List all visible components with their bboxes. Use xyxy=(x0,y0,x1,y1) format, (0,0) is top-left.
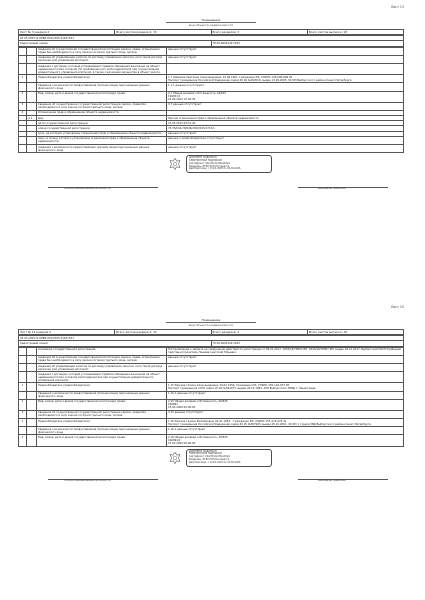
table-row xyxy=(19,399,404,410)
row-value: данные о правообладателе отсутствуют xyxy=(167,136,404,144)
row-label: сведения о договоре, который устанавливает правила обращения взыскания на объект недвижимости без согласия (по требованию) его залогодержателя при осуществлении доверительного управления ипотекой, а также о вложении имущества в объект залога: xyxy=(37,63,167,74)
row-subnumber xyxy=(27,427,37,435)
name-caption: инициалы, фамилия xyxy=(318,478,346,482)
row-subnumber xyxy=(27,102,37,110)
row-subnumber xyxy=(27,410,37,418)
total-sections: Всего разделов: 3 xyxy=(211,330,307,335)
row-number: 1 xyxy=(19,75,27,83)
table-row xyxy=(19,383,404,391)
row-value: 1.7 Шевцова Светлана Александровна, 22.06.1961, Гражданин РФ, СНИЛС 145-690-899 00 Паспорт гражданина Российской Федерации серия 40 06 №490520, выдан 13.09.2005, 59 ОМ Выборгского района Санкт-Петербурга xyxy=(167,75,404,83)
stamp-line: Сертификат: 00ec5fc2a1f3e1b5a9 xyxy=(189,455,230,459)
row-value: 2.16 Общая долевая собственность, 38/635 196891/2 15.03.2006 00:00:00 xyxy=(167,435,404,446)
table-row xyxy=(19,83,404,91)
extract-date-id: 03.03.2025 № КУВИ-001/2025-41647531 xyxy=(19,336,404,341)
row-subnumber xyxy=(27,83,37,91)
row-label: номер государственной регистрации: xyxy=(37,126,167,131)
row-subnumber xyxy=(27,391,37,399)
stamp-line: ДОКУМЕНТ ПОДПИСАН xyxy=(189,449,217,453)
stamp-line: Действителен: с 15.01.2025 по 10.04.2026 xyxy=(189,460,241,464)
name-caption: инициалы, фамилия xyxy=(318,187,346,191)
table-row xyxy=(19,347,404,355)
signature-stamp xyxy=(18,447,404,487)
row-value: 07.05.2015 09:51:40 xyxy=(167,121,404,126)
row-subnumber xyxy=(27,63,37,74)
position-caption: полное наименование должности xyxy=(64,478,111,482)
rights-table xyxy=(18,47,404,154)
row-value: данные отсутствуют xyxy=(167,47,404,55)
row-subnumber xyxy=(27,145,37,153)
row-value: 1.15.1 данные отсутствуют xyxy=(167,391,404,399)
row-value: 2.15 Общая долевая собственность, 96/635 196891 15.03.2006 00:00:00 xyxy=(167,399,404,410)
row-number xyxy=(19,391,27,399)
stamp-line: Сертификат: 00ec5fc2a1f3e1b5a9 xyxy=(189,161,230,165)
row-label: сведения об осуществлении государственной регистрации сделки, права, ограничения права без необходимого в силу закона согласия третьего лица, органа: xyxy=(37,355,167,363)
row-number xyxy=(19,136,27,144)
table-row xyxy=(19,427,404,435)
table-row xyxy=(19,47,404,55)
signature-stamp xyxy=(18,153,404,195)
table-row xyxy=(19,355,404,363)
extract-date-id: 03.03.2025 № КУВИ-001/2025-41647531 xyxy=(19,36,404,41)
sheet-of-section: Лист № 14 раздела 2 xyxy=(19,330,115,335)
sheet-of-section: Лист № 3 раздела 2 xyxy=(19,30,115,35)
row-label: дата государственной регистрации: xyxy=(37,121,167,126)
page-header xyxy=(18,18,404,27)
e-signature-box xyxy=(186,449,272,467)
row-subnumber xyxy=(27,75,37,83)
row-number: 2 xyxy=(19,399,27,410)
table-row xyxy=(19,145,404,153)
row-label: Сведения об осуществлении государственной регистрации сделки, права без необходимого в силу закона согласия третьего лица, органа: xyxy=(37,410,167,418)
table-row xyxy=(19,91,404,102)
rights-table xyxy=(18,347,404,447)
row-value: Прочие ограничения прав и обременения объекта недвижимости xyxy=(167,116,404,121)
row-label: вид: xyxy=(37,116,167,121)
cadastral-table xyxy=(18,335,404,346)
stamp-line: ЭЛЕКТРОННОЙ ПОДПИСЬЮ xyxy=(189,452,223,456)
row-label: сведения о договоре, который устанавливает правила обращения взыскания на объект недвижимости без согласия залогодержателя при осуществлении доверительного управления ипотекой: xyxy=(37,372,167,383)
row-number xyxy=(19,347,27,355)
row-label: лицо, в пользу которого установлены ограничения прав и обременение объекта недвижимости: xyxy=(37,136,167,144)
cadnum-label: Кадастровый номер: xyxy=(19,341,212,346)
row-value: данные отсутствуют xyxy=(167,355,404,363)
sheet-number: Лист 15 xyxy=(390,305,404,309)
table-row xyxy=(19,75,404,83)
row-value: Постановление о запрете на совершение действий по регистрации от 09.01.2017, 1652/16/78007-ИП, 1643/16/78007-ИП, выдан 09.12.2017, Выборгский РОСП Куйбышев пристав-исполнитель Пашаев Анатолий Юрьевич xyxy=(167,347,404,355)
coat-of-arms-icon xyxy=(168,157,182,171)
row-subnumber xyxy=(27,383,37,391)
table-row xyxy=(19,363,404,371)
row-value: данные отсутствуют xyxy=(167,131,404,136)
row-value: 1.16.1 данные отсутствуют xyxy=(167,427,404,435)
row-value xyxy=(167,372,404,383)
row-subnumber xyxy=(27,47,37,55)
row-label: Сведения о возможности предоставления третьим лицам персональных данных физического лица xyxy=(37,391,167,399)
row-value: 1.15 Юркова Галина Александровна, 29.02.1956, Гражданин РФ, СНИЛС 155-116-973 38 Паспорт гражданина СССР серия VII-АК №591973, выдан 29.12.1984, 49П Выборгского РУВД г. Ленинграда xyxy=(167,383,404,391)
row-subnumber xyxy=(27,355,37,363)
row-value: данные отсутствуют xyxy=(167,145,404,153)
table-row xyxy=(19,410,404,418)
row-number: 2 xyxy=(19,435,27,446)
row-value: данные отсутствуют xyxy=(167,55,404,63)
row-label: сведения о возможности предоставления третьим лицам персональных данных физического лица xyxy=(37,145,167,153)
coat-of-arms-icon xyxy=(168,451,182,465)
row-value: 1.7.1 данные отсутствуют xyxy=(167,83,404,91)
extract-page-15 xyxy=(18,306,404,487)
row-number: 1 xyxy=(19,383,27,391)
table-row xyxy=(19,63,404,74)
row-number xyxy=(19,145,27,153)
row-value: данные отсутствуют xyxy=(167,363,404,371)
stamp-line: Владелец: ФГБУ ППК Роскадастр xyxy=(189,458,230,462)
total-sheets-section: Всего листов раздела 2: 15 xyxy=(115,30,211,35)
row-subnumber xyxy=(27,347,37,355)
row-label: Вид, номер, дата и время государственной регистрации права: xyxy=(37,91,167,102)
stamp-line: Действителен: с 15.01.2025 по 10.04.2026 xyxy=(189,167,241,171)
page-header xyxy=(18,318,404,327)
row-subnumber xyxy=(27,91,37,102)
cadastral-table xyxy=(18,35,404,46)
row-number xyxy=(19,355,27,363)
cadnum-label: Кадастровый номер: xyxy=(19,41,212,46)
row-number: 3 xyxy=(19,102,27,110)
total-sheets-section: Всего листов раздела 2: 15 xyxy=(115,330,211,335)
object-title: Помещение xyxy=(201,318,221,322)
row-label: Ограничение прав и обременение объекта недвижимости: xyxy=(37,110,167,115)
row-number xyxy=(19,83,27,91)
row-value: 3.7 данные отсутствуют xyxy=(167,102,404,110)
row-label: основание государственной регистрации: xyxy=(37,347,167,355)
row-number xyxy=(19,55,27,63)
row-label: Сведения о возможности предоставления третьим лицам персональных данных физического лица xyxy=(37,427,167,435)
position-caption: полное наименование должности xyxy=(64,187,111,191)
row-subnumber xyxy=(27,372,37,383)
row-label: Сведения об осуществлении государственной регистрации сделки, права без необходимого в силу закона согласия третьего лица, органа: xyxy=(37,102,167,110)
row-number: 3 xyxy=(19,410,27,418)
row-subnumber xyxy=(27,55,37,63)
row-subnumber xyxy=(27,435,37,446)
row-subnumber xyxy=(27,399,37,410)
row-number: 2 xyxy=(19,91,27,102)
row-label: сведения об управляющем залогом по договору управления залогом, если такой договор заключен для управления ипотекой: xyxy=(37,363,167,371)
sheet-number: Лист 13 xyxy=(390,5,404,9)
row-subnumber xyxy=(27,419,37,427)
stamp-line: ЭЛЕКТРОННОЙ ПОДПИСЬЮ xyxy=(189,158,223,162)
object-subtitle: вид объекта недвижимости xyxy=(166,22,256,27)
total-sheets-extract: Всего листов выписки: 18 xyxy=(307,330,403,335)
stamp-line: Владелец: ФГБУ ППК Роскадастр xyxy=(189,164,230,168)
e-signature-box xyxy=(186,155,272,173)
row-subnumber: 4.1 xyxy=(27,116,37,121)
row-label: Правообладатель (правообладатели): xyxy=(37,75,167,83)
row-label: Сведения о возможности предоставления третьим лицам персональных данных физического лица xyxy=(37,83,167,91)
row-value: 1.16 Юркова Галина Михайловна, 01.01.1953, , Гражданин РФ, СНИЛС 155-116-976 41 Паспорт гражданина Российской Федерации серия 40 05 №567965, выдан 05.10.2001, 49 ОМ 1 отдела УВД Выборгского района Санкт-Петербурга xyxy=(167,419,404,427)
row-number xyxy=(19,363,27,371)
row-subnumber xyxy=(27,136,37,144)
object-subtitle: вид объекта недвижимости xyxy=(166,322,256,327)
table-row xyxy=(19,435,404,446)
table-row xyxy=(19,372,404,383)
row-label: сведения об осуществлении государственной регистрации сделки, права, ограничения права без необходимого в силу закона согласия третьего лица, органа: xyxy=(37,47,167,55)
table-row xyxy=(19,102,404,110)
row-label: Вид, номер, дата и время государственной регистрации права: xyxy=(37,399,167,410)
cadnum-value: 78:36:0005124:5953 xyxy=(211,41,404,46)
row-label: Правообладатель (правообладатели): xyxy=(37,419,167,427)
cadnum-value: 78:36:0005124:5953 xyxy=(211,341,404,346)
extract-page-13 xyxy=(18,6,404,195)
row-value: 2.7 Общая долевая собственность, 44/615 196651/1 22.06.2022 10:30:39 xyxy=(167,91,404,102)
row-value: 3.15 данные отсутствуют xyxy=(167,410,404,418)
object-title: Помещение xyxy=(201,18,221,22)
row-label: Вид, номер, дата и время государственной регистрации права: xyxy=(37,435,167,446)
table-row xyxy=(19,391,404,399)
row-label: срок, на который установлены ограничения прав и обременение объекта недвижимости: xyxy=(37,131,167,136)
row-subnumber xyxy=(27,363,37,371)
row-number xyxy=(19,47,27,55)
row-label: сведения об управляющем залогом по договору управления залогом, если такой договор заключен для управления ипотекой: xyxy=(37,55,167,63)
table-row xyxy=(19,136,404,144)
table-row xyxy=(19,55,404,63)
total-sections: Всего разделов: 3 xyxy=(211,30,307,35)
row-label: Правообладатель (правообладатели): xyxy=(37,383,167,391)
total-sheets-extract: Всего листов выписки: 18 xyxy=(307,30,403,35)
table-row xyxy=(19,419,404,427)
stamp-line: ДОКУМЕНТ ПОДПИСАН xyxy=(189,156,217,160)
row-number xyxy=(19,372,27,383)
row-number xyxy=(19,63,27,74)
row-number: 1 xyxy=(19,419,27,427)
row-value xyxy=(167,63,404,74)
row-value: 78-78/046-78/046/200/2015-0715/1 xyxy=(167,126,404,131)
row-number xyxy=(19,427,27,435)
row-number: 4 xyxy=(19,110,27,115)
